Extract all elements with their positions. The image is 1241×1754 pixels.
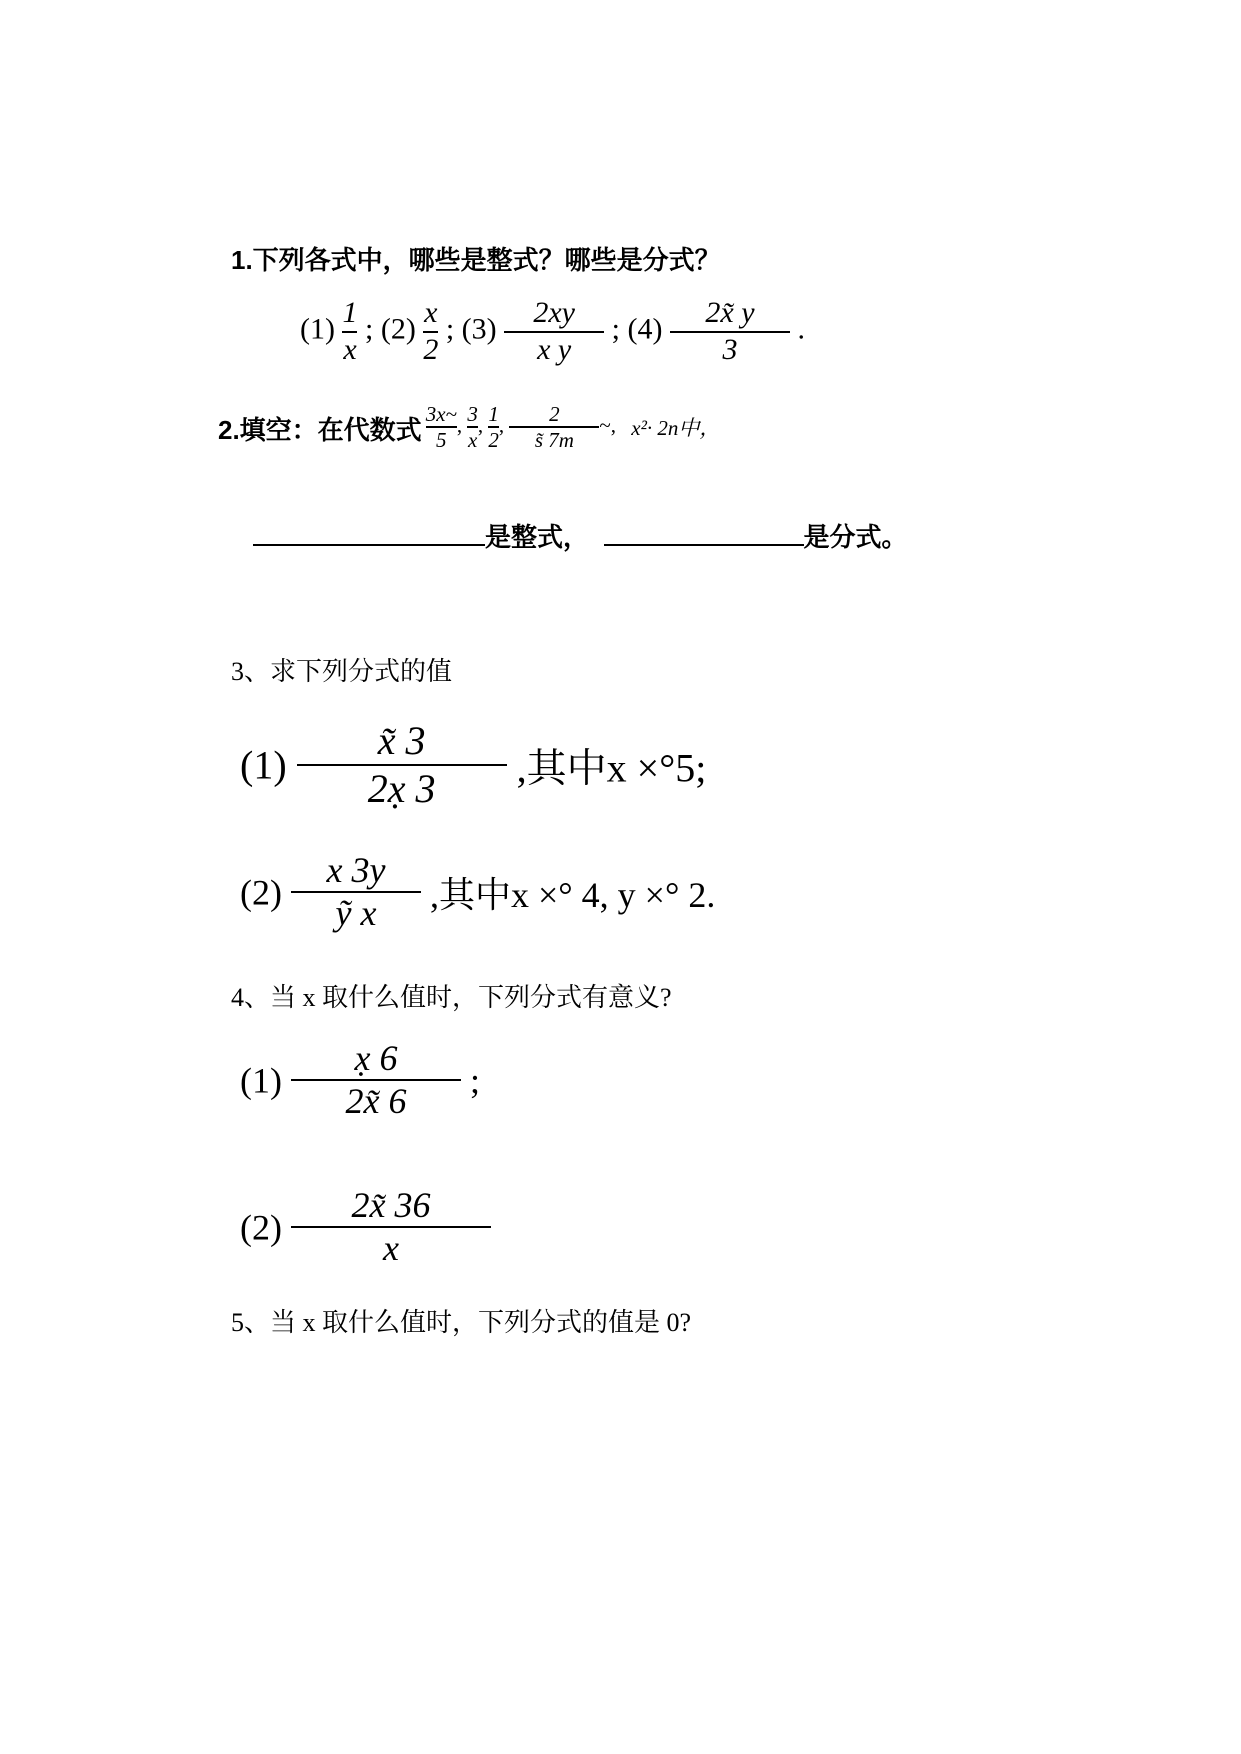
fraction: $\frac{x̃ 3}{2x̣ 3}$: [297, 718, 507, 812]
item-label: (2): [240, 872, 282, 913]
blank-field[interactable]: [253, 514, 485, 546]
q1-item-label: (2): [380, 312, 416, 346]
item-label: (2): [240, 1207, 282, 1248]
fraction: $\frac{x 3y}{\text{ỹ x}}$: [291, 850, 421, 935]
q1-fraction: $\frac{x}{2}$: [423, 296, 439, 366]
q2-fraction: $\frac{2}{s̃ 7m}$: [509, 402, 599, 452]
q1-item-label: (3): [461, 312, 497, 346]
q3-item-2: (2) $\frac{x 3y}{\text{ỹ x}}$ ,其中x ×° 4, y ×° 2.: [240, 850, 716, 934]
q1-item-label: (1): [300, 312, 335, 346]
q1-fraction: $\frac{2xy}{\text{x y}}$: [504, 296, 604, 367]
item-label: (1): [240, 1060, 282, 1101]
q1-expressions: (1) $\frac{1}{x}$ ; (2) $\frac{x}{2}$ ; (3) $\frac{2xy}{\text{x y}}$ ; (4) $\frac{2x̃ y}{3}$ .: [300, 296, 805, 366]
q2-expressions: $\frac{3x\sim}{5}$ , $\frac{3}{x}$ , $\frac{1}{2}$ , $\frac{2}{s̃ 7m}$ ~, x²· 2n中，: [425, 402, 721, 453]
q2-prompt: 2.填空：在代数式: [218, 414, 422, 445]
q2-fraction: $\frac{3x\sim}{5}$: [425, 402, 457, 453]
q4-item-1: (1) $\frac{x̣ 6}{2x̃ 6}$ ;: [240, 1038, 480, 1122]
q2-tail: x²· 2n中，: [631, 416, 721, 441]
q3-item-1: (1) $\frac{x̃ 3}{2x̣ 3}$ ,其中x ×°5;: [240, 718, 707, 811]
q1-prompt: 1.下列各式中，哪些是整式？哪些是分式？: [231, 245, 721, 275]
blank-field[interactable]: [604, 514, 804, 546]
q2-blanks: [253, 514, 908, 554]
q5-prompt: 5、当 x 取什么值时，下列分式的值是 0?: [231, 1308, 692, 1337]
q2-line: [218, 402, 720, 452]
fraction: $\frac{2x̃ 36}{x}$: [291, 1185, 491, 1270]
item-label: (1): [240, 742, 287, 788]
blank-suffix: 是分式。: [803, 522, 908, 552]
q1-fraction: $\frac{1}{x}$: [342, 296, 358, 366]
q2-fraction: $\frac{1}{2}$: [488, 402, 499, 453]
q4-prompt: 4、当 x 取什么值时，下列分式有意义?: [231, 983, 672, 1012]
q3-prompt: 3、求下列分式的值: [231, 657, 453, 686]
q1-fraction: $\frac{2x̃ y}{3}$: [670, 296, 790, 367]
fraction: $\frac{x̣ 6}{2x̃ 6}$: [291, 1038, 461, 1123]
blank-suffix: 是整式，: [485, 522, 590, 552]
q2-fraction: $\frac{3}{x}$: [467, 402, 478, 453]
q1-item-label: (4): [627, 312, 663, 346]
q4-item-2: [240, 1185, 491, 1270]
